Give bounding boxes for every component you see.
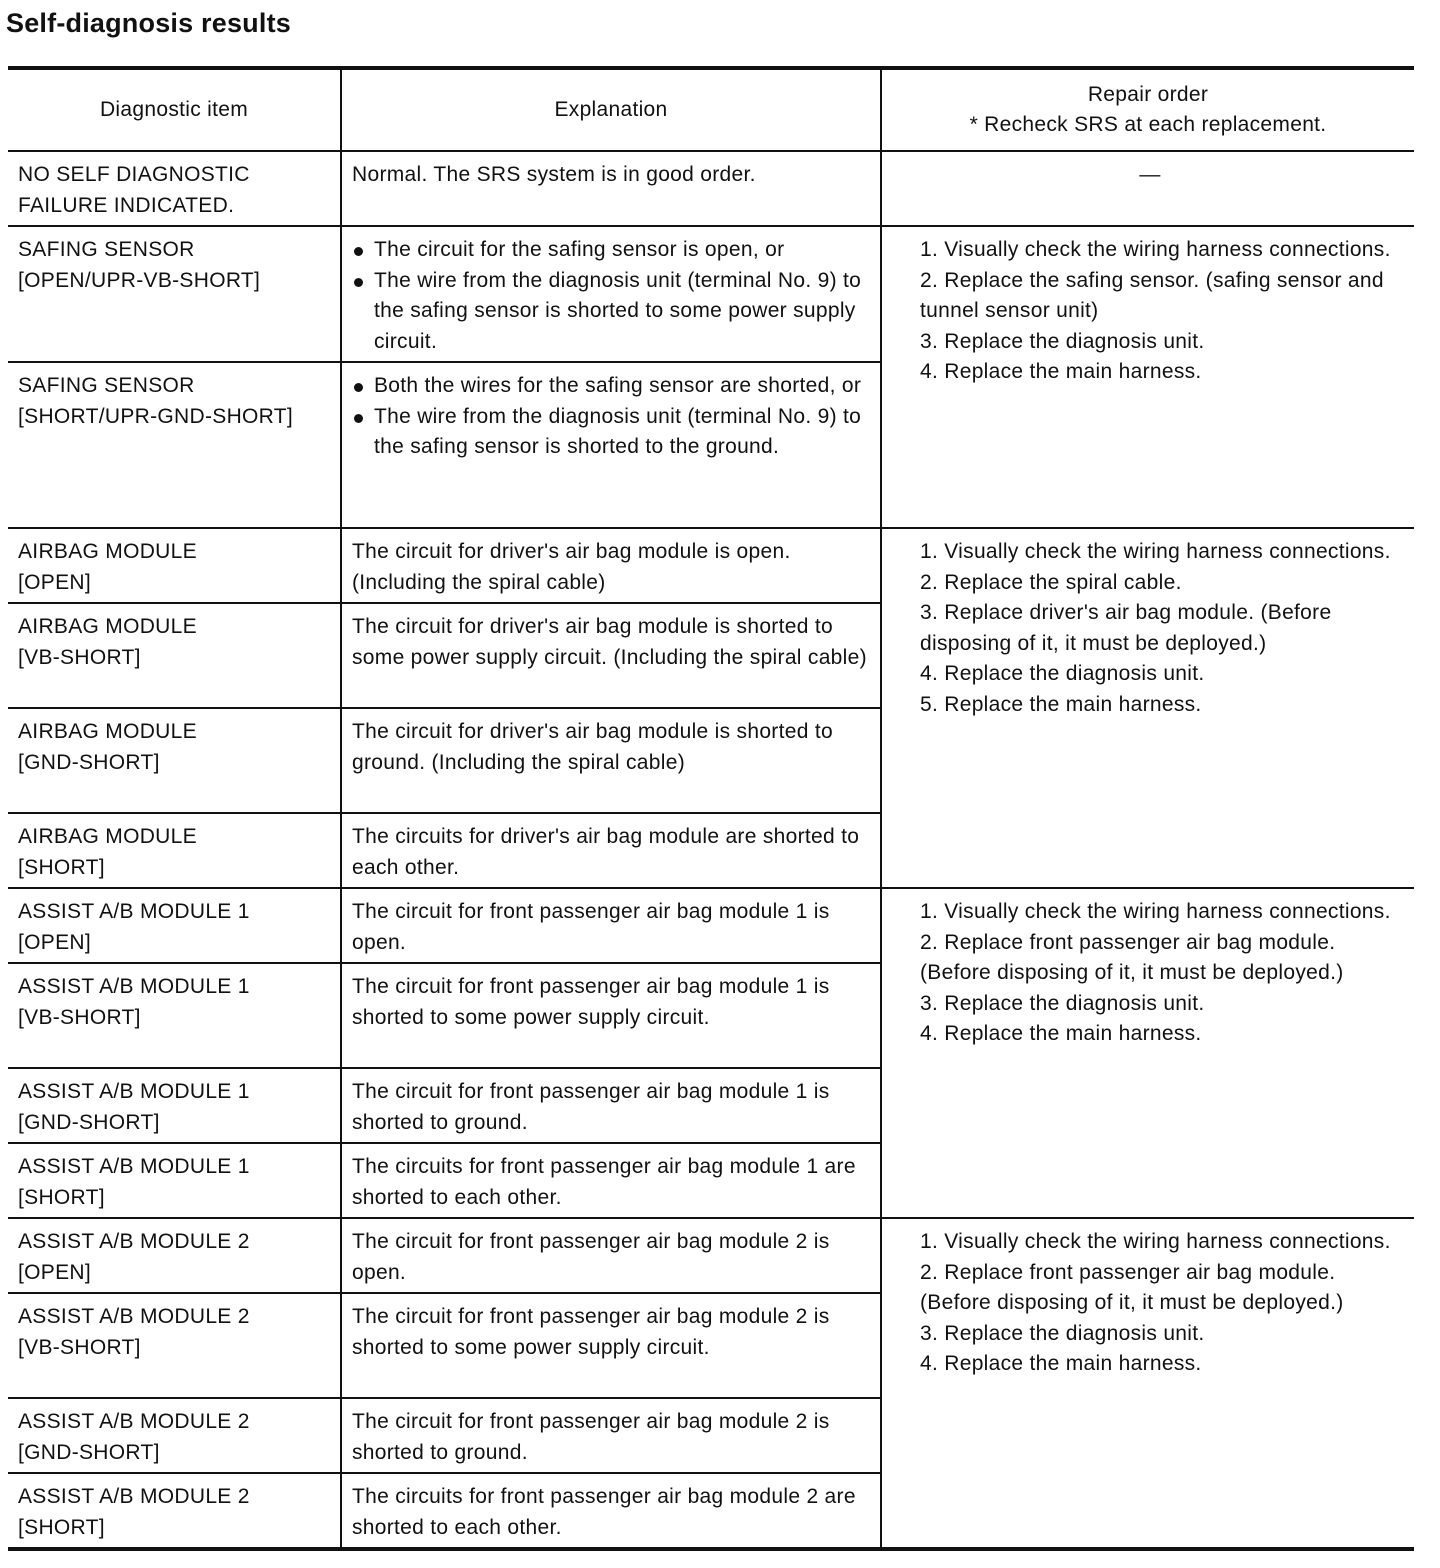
repair-order-cell	[881, 226, 1414, 528]
repair-step: 1. Visually check the wiring harness connections.	[920, 900, 1391, 923]
repair-step: 1. Visually check the wiring harness connections.	[920, 1230, 1391, 1253]
explanation-bullets	[352, 371, 870, 463]
explanation-cell: The circuits for front passenger air bag module 1 are shorted to each other.	[341, 1143, 881, 1218]
item-condition: [SHORT]	[18, 1515, 105, 1539]
item-condition: FAILURE INDICATED.	[18, 193, 235, 217]
diagnostic-item-cell	[8, 603, 341, 708]
header-row	[8, 68, 1414, 151]
repair-steps	[896, 235, 1404, 388]
page-title: Self-diagnosis results	[6, 8, 291, 38]
item-condition: [SHORT]	[18, 1185, 105, 1209]
item-condition: [GND-SHORT]	[18, 1440, 160, 1464]
explanation-cell: The circuit for front passenger air bag module 1 is shorted to ground.	[341, 1068, 881, 1143]
item-name: AIRBAG MODULE	[18, 720, 197, 743]
item-name: ASSIST A/B MODULE 2	[18, 1305, 250, 1328]
item-name: AIRBAG MODULE	[18, 825, 197, 848]
repair-step: 1. Visually check the wiring harness connections.	[920, 540, 1391, 563]
item-name: NO SELF DIAGNOSTIC	[18, 163, 250, 186]
self-diagnosis-table	[8, 66, 1414, 1551]
item-condition: [VB-SHORT]	[18, 1005, 141, 1029]
repair-step: 2. Replace the spiral cable.	[920, 570, 1182, 594]
repair-step: 4. Replace the diagnosis unit.	[920, 662, 1205, 685]
repair-step: 2. Replace front passenger air bag module. (Before disposing of it, it must be deployed.)	[920, 930, 1344, 984]
item-name: AIRBAG MODULE	[18, 540, 197, 563]
header-explanation: Explanation	[341, 68, 881, 151]
repair-steps	[896, 537, 1404, 720]
bullet-item: The wire from the diagnosis unit (terminal No. 9) to the safing sensor is shorted to the ground.	[352, 402, 870, 463]
table-row	[8, 1218, 1414, 1293]
repair-steps	[896, 897, 1404, 1050]
explanation-cell	[341, 226, 881, 362]
header-diagnostic-item: Diagnostic item	[8, 68, 341, 151]
item-name: ASSIST A/B MODULE 2	[18, 1485, 250, 1508]
item-name: ASSIST A/B MODULE 1	[18, 1155, 250, 1178]
header-repair-order	[881, 68, 1414, 151]
bullet-item: The wire from the diagnosis unit (terminal No. 9) to the safing sensor is shorted to some power supply circuit.	[352, 266, 870, 358]
table-row	[8, 528, 1414, 603]
explanation-cell: The circuit for front passenger air bag module 1 is open.	[341, 888, 881, 963]
item-condition: [VB-SHORT]	[18, 645, 141, 669]
repair-steps	[896, 1227, 1404, 1380]
explanation-cell: The circuit for front passenger air bag module 1 is shorted to some power supply circuit.	[341, 963, 881, 1068]
diagnostic-item-cell	[8, 708, 341, 813]
item-name: ASSIST A/B MODULE 2	[18, 1230, 250, 1253]
item-name: SAFING SENSOR	[18, 374, 195, 397]
item-name: SAFING SENSOR	[18, 238, 195, 261]
table-row	[8, 226, 1414, 362]
repair-step: 4. Replace the main harness.	[920, 360, 1202, 383]
diagnostic-item-cell	[8, 1143, 341, 1218]
diagnostic-item-cell	[8, 1473, 341, 1549]
repair-step: 1. Visually check the wiring harness connections.	[920, 238, 1391, 261]
explanation-cell: The circuit for driver's air bag module is shorted to some power supply circuit. (Including the spiral cable)	[341, 603, 881, 708]
item-condition: [OPEN]	[18, 930, 91, 954]
item-name: AIRBAG MODULE	[18, 615, 197, 638]
diagnostic-item-cell	[8, 963, 341, 1068]
explanation-cell: The circuit for driver's air bag module is open. (Including the spiral cable)	[341, 528, 881, 603]
repair-step: 2. Replace front passenger air bag module. (Before disposing of it, it must be deployed.)	[920, 1260, 1344, 1314]
repair-step: 3. Replace driver's air bag module. (Before disposing of it, it must be deployed.)	[920, 601, 1332, 655]
explanation-cell: Normal. The SRS system is in good order.	[341, 151, 881, 226]
explanation-bullets	[352, 235, 870, 357]
repair-step: 3. Replace the diagnosis unit.	[920, 329, 1205, 353]
repair-order-cell	[881, 888, 1414, 1218]
item-condition: [OPEN/UPR-VB-SHORT]	[18, 268, 261, 292]
diagnostic-item-cell	[8, 226, 341, 362]
diagnostic-item-cell	[8, 151, 341, 226]
table-row	[8, 888, 1414, 963]
repair-step: 2. Replace the safing sensor. (safing sensor and tunnel sensor unit)	[920, 268, 1384, 322]
repair-order-cell: —	[881, 151, 1414, 226]
header-repair-title: Repair order	[1087, 82, 1209, 106]
item-condition: [VB-SHORT]	[18, 1335, 141, 1359]
repair-step: 5. Replace the main harness.	[920, 692, 1202, 716]
explanation-cell: The circuit for front passenger air bag module 2 is open.	[341, 1218, 881, 1293]
explanation-cell	[341, 362, 881, 528]
repair-order-cell	[881, 1218, 1414, 1549]
diagnostic-item-cell	[8, 362, 341, 528]
bullet-item: The circuit for the safing sensor is open, or	[352, 235, 870, 266]
item-name: ASSIST A/B MODULE 2	[18, 1410, 250, 1433]
item-condition: [OPEN]	[18, 1260, 91, 1284]
item-condition: [GND-SHORT]	[18, 750, 160, 774]
diagnostic-item-cell	[8, 1068, 341, 1143]
diagnostic-item-cell	[8, 528, 341, 603]
item-name: ASSIST A/B MODULE 1	[18, 900, 250, 923]
repair-step: 3. Replace the diagnosis unit.	[920, 1321, 1205, 1345]
explanation-cell: The circuit for front passenger air bag module 2 is shorted to some power supply circuit.	[341, 1293, 881, 1398]
item-condition: [OPEN]	[18, 570, 91, 594]
diagnostic-item-cell	[8, 888, 341, 963]
diagnostic-item-cell	[8, 813, 341, 888]
table-row	[8, 151, 1414, 226]
bullet-item: Both the wires for the safing sensor are shorted, or	[352, 371, 870, 402]
diagnostic-item-cell	[8, 1398, 341, 1473]
header-repair-note: * Recheck SRS at each replacement.	[969, 113, 1327, 136]
repair-order-cell	[881, 528, 1414, 888]
item-condition: [SHORT]	[18, 855, 105, 879]
explanation-cell: The circuit for front passenger air bag module 2 is shorted to ground.	[341, 1398, 881, 1473]
item-name: ASSIST A/B MODULE 1	[18, 975, 250, 998]
explanation-cell: The circuits for driver's air bag module are shorted to each other.	[341, 813, 881, 888]
item-condition: [SHORT/UPR-GND-SHORT]	[18, 404, 294, 428]
repair-step: 4. Replace the main harness.	[920, 1352, 1202, 1375]
explanation-cell: The circuits for front passenger air bag module 2 are shorted to each other.	[341, 1473, 881, 1549]
repair-step: 4. Replace the main harness.	[920, 1022, 1202, 1045]
diagnostic-item-cell	[8, 1218, 341, 1293]
item-condition: [GND-SHORT]	[18, 1110, 160, 1134]
explanation-cell: The circuit for driver's air bag module is shorted to ground. (Including the spiral cable)	[341, 708, 881, 813]
diagnostic-item-cell	[8, 1293, 341, 1398]
item-name: ASSIST A/B MODULE 1	[18, 1080, 250, 1103]
repair-step: 3. Replace the diagnosis unit.	[920, 991, 1205, 1015]
